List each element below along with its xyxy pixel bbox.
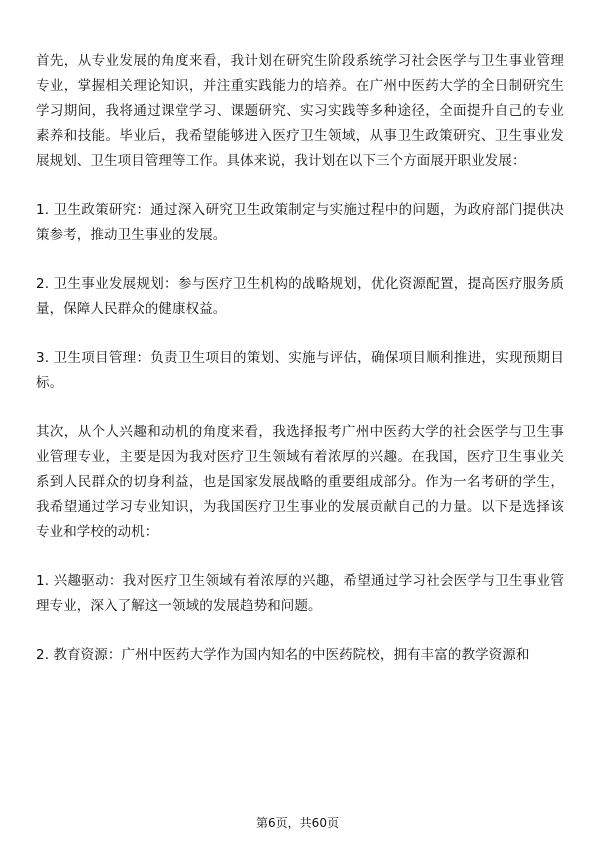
- page-number-footer: 第6页，共60页: [256, 816, 339, 830]
- paragraph-policy-research: 1. 卫生政策研究：通过深入研究卫生政策制定与实施过程中的问题，为政府部门提供决策参考，推动卫生事业的发展。: [36, 202, 564, 243]
- paragraph-development-planning: 2. 卫生事业发展规划：参与医疗卫生机构的战略规划，优化资源配置，提高医疗服务质量，保障人民群众的健康权益。: [36, 276, 564, 317]
- paragraph-career-plan: 首先，从专业发展的角度来看，我计划在研究生阶段系统学习社会医学与卫生事业管理专业，掌握相关理论知识，并注重实践能力的培养。在广州中医药大学的全日制研究生学习期间，我将通过课堂学习、课题研究、实习实践等多种途径，全面提升自己的专业素养和技能。毕业后，我希望能够进入医疗卫生领域，从事卫生政策研究、卫生事业发展规划、卫生项目管理等工作。具体来说，我计划在以下三个方面展开职业发展：: [36, 53, 564, 169]
- paragraph-education-resources: 2. 教育资源：广州中医药大学作为国内知名的中医药院校，拥有丰富的教学资源和: [36, 647, 530, 663]
- paragraph-project-management: 3. 卫生项目管理：负责卫生项目的策划、实施与评估，确保项目顺利推进，实现预期目标。: [36, 350, 564, 391]
- document-body: [36, 49, 564, 668]
- paragraph-interest-driven: 1. 兴趣驱动：我对医疗卫生领域有着浓厚的兴趣，希望通过学习社会医学与卫生事业管理专业，深入了解这一领域的发展趋势和问题。: [36, 573, 564, 614]
- paragraph-interest-motivation: 其次，从个人兴趣和动机的角度来看，我选择报考广州中医药大学的社会医学与卫生事业管理专业，主要是因为我对医疗卫生领域有着浓厚的兴趣。在我国，医疗卫生事业关系到人民群众的切身利益，也是国家发展战略的重要组成部分。作为一名考研的学生，我希望通过学习专业知识，为我国医疗卫生事业的发展贡献自己的力量。以下是选择该专业和学校的动机：: [36, 424, 564, 540]
